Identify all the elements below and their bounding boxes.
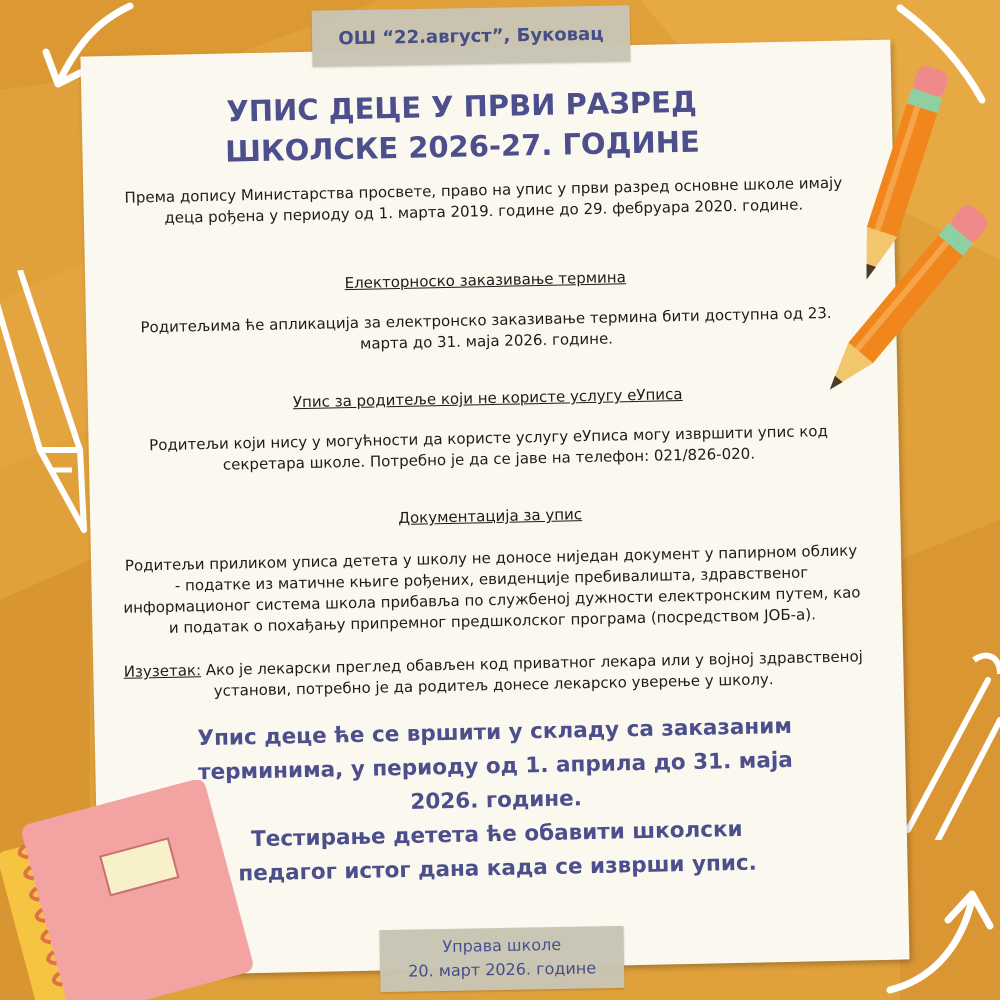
exception-text: Ако је лекарски преглед обављен код приватног лекара или у војној здравственој установи, потребно је да родитељ донесе лекарско уверење у школу. <box>205 647 864 700</box>
exception-label: Изузетак: <box>123 661 202 681</box>
section-body: Родитељима ће апликација за електронско заказивање термина бити доступна од 23. марта до 31. маја 2026. године. <box>140 303 832 353</box>
pencil-icon <box>815 195 995 405</box>
notice-title <box>181 81 743 173</box>
notebook-icon <box>0 780 260 1000</box>
closing-line: терминима, у периоду од 1. априла до 31. маја <box>197 747 793 786</box>
section-heading: Упис за родитеље који не користе услугу еУписа <box>292 385 683 412</box>
closing-line: педагог истог дана када се изврши упис. <box>238 850 758 887</box>
school-name-tape <box>312 5 631 67</box>
closing-line: 2026. године. <box>410 786 583 815</box>
title-line-2: ШКОЛСКЕ 2026-27. ГОДИНЕ <box>224 124 701 169</box>
section-body: Родитељи који нису у могућности да користе услугу еУписа могу извршити упис код секретара школе. Потребно је да се јаве на телефон: 021/826-020. <box>148 422 829 474</box>
school-name: ОШ “22.август”, Буковац <box>338 23 604 49</box>
intro-paragraph: Према допису Министарства просвете, право на упис у први разред основне школе имају деца рођена у периоду од 1. марта 2019. године до 29. фебруара 2020. године. <box>124 173 843 227</box>
section-heading: Електорноско заказивање термина <box>344 268 626 293</box>
signature-tape <box>379 926 624 992</box>
closing-line: Упис деце ће се вршити у складу са заказаним <box>197 713 793 752</box>
signature-line: Управа школе <box>442 934 562 957</box>
title-line-1: УПИС ДЕЦЕ У ПРВИ РАЗРЕД <box>226 84 698 129</box>
section-body: Родитељи приликом уписа детета у школу не доносе ниједан документ у папирном облику - податке из матичне књиге рођених, евиденције пребивалишта, здравственог информационог система школа прибавља по службеној дужности електронским путем, као и податак о похађању припремног предшколског програма (посредством ЈОБ-а). <box>123 541 861 637</box>
closing-line: Тестирање детета ће обавити школски <box>250 816 743 853</box>
exception-note <box>123 646 864 703</box>
section-heading: Документација за упис <box>398 505 583 528</box>
date-line: 20. март 2026. године <box>408 958 597 981</box>
